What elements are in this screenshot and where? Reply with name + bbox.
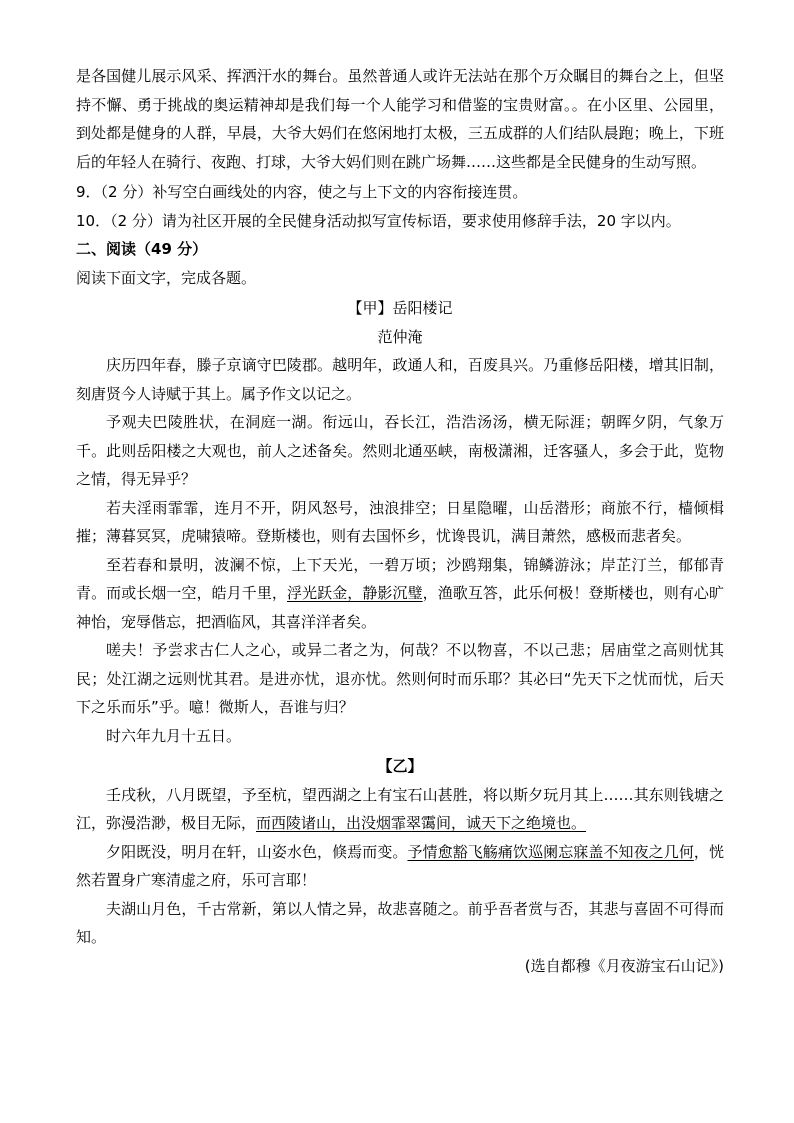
text-b-source: (选自都穆《月夜游宝石山记》): [524, 956, 724, 975]
text-a-p4-start: 至若春和景明，波澜不惊，上下天光，一碧万顷；沙鸥翔集，锦鳞游泳；岸芷汀兰，郁郁青青。而或长烟一空，皓月千里，: [76, 555, 724, 602]
underlined-sentence-c: 予情愈豁飞觞痛饮巡阑忘寐盖不知夜之几何: [407, 842, 694, 861]
text-b-title: 【乙】: [377, 757, 423, 775]
question-10: 10．（2 分）请为社区开展的全民健身活动拟写宣传标语，要求使用修辞手法，20 字以内。: [76, 211, 681, 230]
text-b-p2-start: 夕阳既没，明月在轩，山姿水色，倏焉而变。: [106, 842, 408, 861]
text-a-paragraph-4: [76, 551, 724, 637]
text-a-date: 时六年九月十五日。: [106, 726, 242, 745]
text-a-paragraph-3: 若夫淫雨霏霏，连月不开，阴风怒号，浊浪排空；日星隐曜，山岳潜形；商旅不行，樯倾楫摧；薄暮冥冥，虎啸猿啼。登斯楼也，则有去国怀乡，忧谗畏讥，满目萧然，感极而悲者矣。: [76, 498, 724, 545]
text-b-p2-end: ，恍然若置身广寒清虚之府，乐可言耶！: [76, 842, 724, 889]
text-b-paragraph-2: [76, 838, 724, 895]
text-a-paragraph-1: 庆历四年春，滕子京谪守巴陵郡。越明年，政通人和，百废具兴。乃重修岳阳楼，增其旧制，刻唐贤今人诗赋于其上。属予作文以记之。: [76, 356, 724, 403]
section-heading: 二、阅读（49 分）: [76, 240, 208, 258]
underlined-phrase-a: 浮光跃金，静影沉璧: [287, 584, 423, 602]
text-a-author: 范仲淹: [377, 327, 423, 346]
text-b-paragraph-1: [76, 781, 724, 838]
intro-paragraph: 是各国健儿展示风采、挥洒汗水的舞台。虽然普通人或许无法站在那个万众瞩目的舞台之上，但坚持不懈、勇于挑战的奥运精神却是我们每一个人能学习和借鉴的宝贵财富。。在小区里、公园里，到处都是健身的人群，早晨，大爷大妈们在悠闲地打太极，三五成群的人们结队晨跑；晚上，下班后的年轻人在骑行、夜跑、打球，大爷大妈们则在跳广场舞……这些都是全民健身的生动写照。: [76, 67, 724, 171]
section-instruction: 阅读下面文字，完成各题。: [76, 268, 257, 287]
text-a-paragraph-2: 予观夫巴陵胜状，在洞庭一湖。衔远山，吞长江，浩浩汤汤，横无际涯；朝晖夕阴，气象万千。此则岳阳楼之大观也，前人之述备矣。然则北通巫峡，南极潇湘，迁客骚人，多会于此，览物之情，得无异乎？: [76, 413, 724, 488]
document-page: [76, 62, 724, 980]
question-9: 9．（2 分）补写空白画线处的内容，使之与上下文的内容衔接连贯。: [76, 183, 528, 201]
text-b-p1-start: 壬戌秋，八月既望，予至杭，望西湖之上有宝石山甚胜，将以斯夕玩月其上……其东则钱塘之江，弥漫浩渺，极目无际，: [76, 785, 724, 832]
text-a-p4-end: ，渔歌互答，此乐何极！登斯楼也，则有心旷神怡，宠辱偕忘，把酒临风，其喜洋洋者矣。: [76, 584, 724, 631]
text-a-title: 【甲】岳阳楼记: [347, 299, 453, 317]
underlined-phrase-b: 而西陵诸山，出没烟霏翠霭间，诚天下之绝境也。: [256, 814, 587, 832]
text-a-paragraph-5: 嗟夫！予尝求古仁人之心，或异二者之为，何哉？不以物喜，不以己悲；居庙堂之高则忧其民；处江湖之远则忧其君。是进亦忧，退亦忧。然则何时而乐耶？其必曰“先天下之忧而忧，后天下之乐而乐”乎。噫！微斯人，吾谁与归？: [76, 641, 724, 716]
text-b-paragraph-3: 夫湖山月色，千古常新，第以人情之异，故悲喜随之。前乎吾者赏与否，其悲与喜固不可得而知。: [76, 899, 724, 946]
